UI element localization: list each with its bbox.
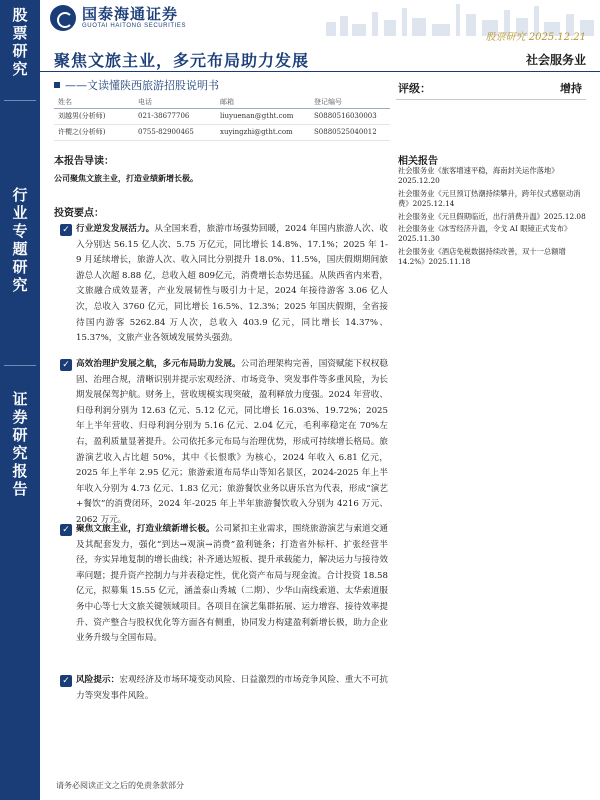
column-header: 邮箱 xyxy=(216,96,310,108)
check-icon: ✓ xyxy=(60,524,72,536)
point-lead: 风险提示： xyxy=(76,675,120,685)
guide-text: 公司聚焦文旅主业，打造业绩新增长极。 xyxy=(54,173,198,183)
analyst-phone: 0755-82900465 xyxy=(134,124,216,140)
rail-char: 行 xyxy=(12,186,28,204)
logo-name-cn: 国泰海通证券 xyxy=(82,5,179,23)
rail-char: 证 xyxy=(12,390,28,408)
rail-char: 报 xyxy=(12,462,28,480)
point-lead: 行业逆发发展活力。 xyxy=(76,224,155,234)
related-report-link[interactable]: 社会服务业《冰雪经济升温，令戈 AI 眼镜正式发布》2025.11.30 xyxy=(398,224,572,244)
point-body xyxy=(76,222,388,347)
related-reports-heading: 相关报告 xyxy=(398,156,438,167)
check-icon: ✓ xyxy=(60,224,72,236)
page-title: 聚焦文旅主业，多元布局助力发展 xyxy=(54,51,310,70)
related-reports-list xyxy=(398,166,586,270)
rail-divider xyxy=(4,365,36,366)
rail-divider xyxy=(4,100,36,101)
point-lead: 聚焦文旅主业，打造业绩新增长极。 xyxy=(76,524,215,534)
point-text: 公司治理架构完善，国资赋能下权权稳固、治理合规，清晰识别并提示宏观经济、市场竞争、突发事件等多重风险，为长期发展保驾护航。财务上，营收规模实现突破，盈利释放力度强。2024 年营收、归母利润分别为 12.63 亿元、5.12 亿元，同比增长 16.03%、19.72%；2025 年上半年营收、归母利润分别为 5.16 亿元、2.04 亿元，毛利率稳定在 70%左右，盈利质量显著提升。公司依托多元布局与治理优势，形成可持续增长格局。旅游演艺收入占比超 50%，其中《长恨歌》为核心，2024 年收入 6.81 亿元，2025 年上半年 2.95 亿元；旅游索道布局华山等知名景区，2024-2025 年上半年收入分别为 4.73 亿元、1.83 亿元；旅游餐饮业务以唐乐宫为代表，形成“演艺+餐饮”的消费闭环，2024 年-2025 年上半年旅游餐饮收入分别为 4216 万元、2062 万元。 xyxy=(76,359,388,525)
analyst-phone: 021-38677706 xyxy=(134,108,216,124)
analyst-table xyxy=(54,96,390,141)
report-type-date: 股票研究 2025.12.21 xyxy=(485,32,586,43)
investment-point xyxy=(60,673,388,704)
point-text: 宏观经济及市场环境变动风险、日益激烈的市场竞争风险、重大不可抗力等突发事件风险。 xyxy=(76,675,388,701)
rail-char: 告 xyxy=(12,480,28,498)
investment-point xyxy=(60,222,388,347)
table-header-row xyxy=(54,96,390,108)
report-subtitle xyxy=(54,77,219,93)
investment-points-heading: 投资要点： xyxy=(54,208,104,219)
guide-heading: 本报告导读： xyxy=(54,156,114,167)
rail-char: 研 xyxy=(12,258,28,276)
rail-char: 业 xyxy=(12,204,28,222)
company-logo xyxy=(50,5,186,31)
square-bullet-icon xyxy=(54,82,60,88)
rating-value: 增持 xyxy=(560,82,582,95)
rail-label-stock-research xyxy=(0,6,40,78)
point-body xyxy=(76,357,388,529)
rail-char: 票 xyxy=(12,24,28,42)
rating-box xyxy=(396,80,586,100)
point-body xyxy=(76,522,388,647)
related-report-link[interactable]: 社会服务业《旅客增速平稳，海南封关运作落地》2025.12.20 xyxy=(398,166,559,186)
analyst-registration: S0880525040012 xyxy=(310,124,390,140)
analyst-email[interactable]: xuyingzhi@gtht.com xyxy=(216,124,310,140)
table-row xyxy=(54,124,390,140)
related-report-link[interactable]: 社会服务业《元旦假期临近，出行消费升温》2025.12.08 xyxy=(398,211,586,221)
check-icon: ✓ xyxy=(60,359,72,371)
rail-char: 题 xyxy=(12,240,28,258)
column-header: 姓名 xyxy=(54,96,134,108)
rail-label-securities-report xyxy=(0,390,40,498)
point-lead: 高效治理护发展之航，多元布局助力发展。 xyxy=(76,359,241,369)
point-text: 公司紧扣主业需求，围绕旅游演艺与索道交通及其配套发力，强化“到达→观演→消费”盈利链条；打造省外标杆、扩张经营半径，夯实异地复制的增长曲线；补齐通达短板、提升承载能力，解决运力与接待效率问题；提升资产控制力与并表稳定性，优化资产布局与现金流。合计投资 18.58 亿元，拟募集 15.55 亿元，涵盖泰山秀城（二期）、少华山南线索道、太华索道服务中心等七大文旅关键领域项目。各项目在演艺集群拓展、运力增容、接待效率提升、资产整合与股权优化等方面各有侧重，协同发力构建盈利新增长极，助力企业业务升级与全国布局。 xyxy=(76,524,388,644)
rail-char: 专 xyxy=(12,222,28,240)
rail-char: 究 xyxy=(12,276,28,294)
page-header xyxy=(40,0,600,43)
logo-name-en: GUOTAI HAITONG SECURITIES xyxy=(82,23,187,29)
rail-char: 究 xyxy=(12,444,28,462)
point-body xyxy=(76,673,388,704)
investment-point xyxy=(60,357,388,529)
related-report-link[interactable]: 社会服务业《元旦预订热潮持续攀升，跨年仪式感驱动消费》2025.12.14 xyxy=(398,188,581,209)
check-icon: ✓ xyxy=(60,675,72,687)
analyst-registration: S0880516030003 xyxy=(310,108,390,124)
column-header: 登记编号 xyxy=(310,96,390,108)
column-header: 电话 xyxy=(134,96,216,108)
point-text: 从全国来看，旅游市场强势回暖，2024 年国内旅游人次、收入分别达 56.15 亿人次、5.75 万亿元，同比增长 14.8%、17.1%；2025 年 1-9 月延续增长，旅游人次、收入同比分别提升 18.0%、11.5%，国庆假期期间旅游总人次超 8.88 亿，总收入超 809亿元，消费增长态势迅猛。从陕西省内来看，文旅融合成效显著，产业发展韧性与吸引力十足，2024 年接待游客 3.06 亿人次，总收入 3760 亿元，同比增长 16.5%、12.3%；2025 年国庆假期，全省接待国内游客 5262.84 万人次，总收入 403.9 亿元，同比增长 14.37%、15.37%，文旅产业各领域发展势头强劲。 xyxy=(76,224,388,344)
rail-char: 研 xyxy=(12,42,28,60)
rail-char: 研 xyxy=(12,426,28,444)
logo-mark-icon xyxy=(50,5,76,31)
analyst-name: 刘越男(分析师) xyxy=(54,108,134,124)
rail-char: 究 xyxy=(12,60,28,78)
table-row xyxy=(54,108,390,124)
investment-point xyxy=(60,522,388,647)
analyst-name: 许樱之(分析师) xyxy=(54,124,134,140)
related-report-link[interactable]: 社会服务业《酒店免税数据持续改善，双十一总额增 14.2%》2025.11.18 xyxy=(398,246,566,267)
rating-label: 评级： xyxy=(398,82,431,95)
analyst-email[interactable]: liuyuenan@gtht.com xyxy=(216,108,310,124)
disclaimer-footer: 请务必阅读正文之后的免责条款部分 xyxy=(56,781,184,790)
title-bar xyxy=(40,42,600,72)
rail-label-industry-topic xyxy=(0,186,40,294)
subtitle-text: ——文读懂陕西旅游招股说明书 xyxy=(65,79,219,92)
rail-char: 股 xyxy=(12,6,28,24)
left-rail xyxy=(0,0,40,800)
rail-char: 券 xyxy=(12,408,28,426)
industry-label: 社会服务业 xyxy=(525,53,586,67)
